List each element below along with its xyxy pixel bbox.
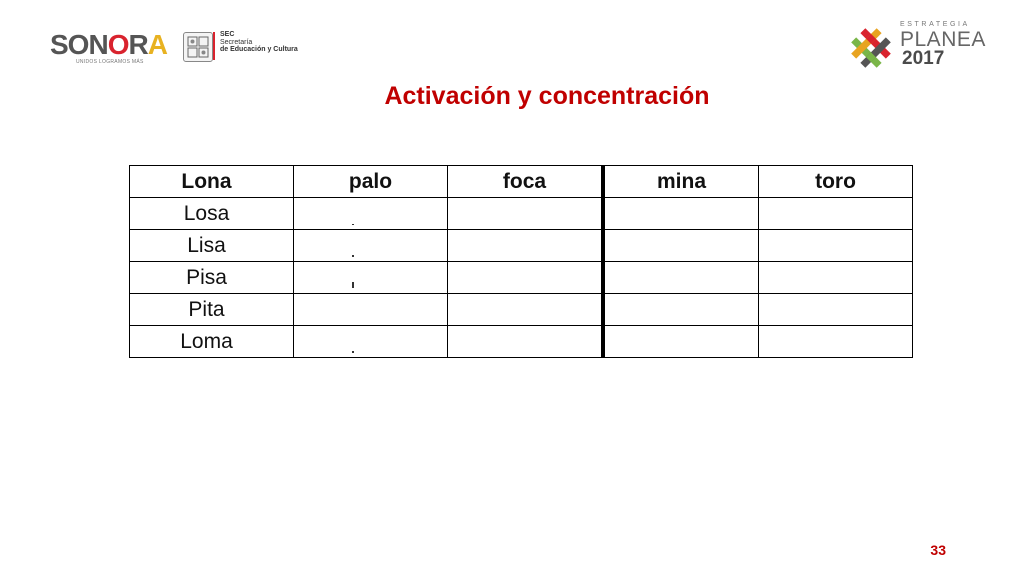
sec-logo-text	[220, 31, 298, 54]
table-cell	[448, 326, 604, 358]
table-row	[130, 230, 913, 262]
table-cell: Loma	[130, 326, 294, 358]
sonora-logo	[50, 30, 175, 68]
header-cell: mina	[603, 166, 759, 198]
header-cell: Lona	[130, 166, 294, 198]
table-row	[130, 198, 913, 230]
planea-year: 2017	[902, 48, 945, 69]
word-table	[129, 165, 913, 358]
planea-estrategia: ESTRATEGIA	[900, 21, 970, 28]
slide-title: Activación y concentración	[384, 82, 710, 110]
header-cell: foca	[448, 166, 604, 198]
table-cell	[759, 198, 913, 230]
sec-line2: Secretaría	[220, 38, 253, 46]
table-row	[130, 262, 913, 294]
table-cell	[448, 294, 604, 326]
sonora-tagline: UNIDOS LOGRAMOS MÁS	[76, 59, 144, 65]
table-cell: Pita	[130, 294, 294, 326]
page-number: 33	[930, 542, 946, 558]
table-cell	[759, 294, 913, 326]
table-cell	[294, 294, 448, 326]
sonora-word-part: O	[107, 29, 129, 60]
table-cell	[448, 198, 604, 230]
sonora-word-part: SON	[50, 29, 108, 60]
table-cell: Lisa	[130, 230, 294, 262]
table-cell	[294, 230, 448, 262]
table-cell	[294, 198, 448, 230]
table-cell	[603, 262, 759, 294]
pencil-mark	[352, 255, 354, 257]
table-cell	[759, 262, 913, 294]
table-cell	[294, 262, 448, 294]
table-cell	[603, 326, 759, 358]
table-cell	[759, 326, 913, 358]
sec-divider	[213, 32, 215, 60]
sonora-wordmark	[50, 30, 167, 60]
table-header-row	[130, 166, 913, 198]
table-cell	[448, 262, 604, 294]
pencil-mark	[352, 282, 354, 288]
sonora-word-part: R	[128, 29, 148, 60]
table-row	[130, 326, 913, 358]
table-cell	[448, 230, 604, 262]
planea-logo	[845, 20, 986, 75]
sec-line1: SEC	[220, 31, 235, 38]
table-cell: Pisa	[130, 262, 294, 294]
table-cell	[294, 326, 448, 358]
table-cell	[603, 198, 759, 230]
table-row	[130, 294, 913, 326]
planea-weave-icon	[845, 22, 897, 74]
pencil-mark	[352, 351, 354, 353]
pencil-mark	[352, 224, 354, 225]
planea-name: PLANEA	[900, 28, 986, 51]
table-cell	[603, 294, 759, 326]
sonora-word-part: A	[147, 29, 167, 60]
header-cell: toro	[759, 166, 913, 198]
table-cell: Losa	[130, 198, 294, 230]
table-cell	[759, 230, 913, 262]
header-cell: palo	[294, 166, 448, 198]
sec-line3: de Educación y Cultura	[220, 46, 298, 53]
table-cell	[603, 230, 759, 262]
state-seal-icon	[183, 32, 213, 62]
